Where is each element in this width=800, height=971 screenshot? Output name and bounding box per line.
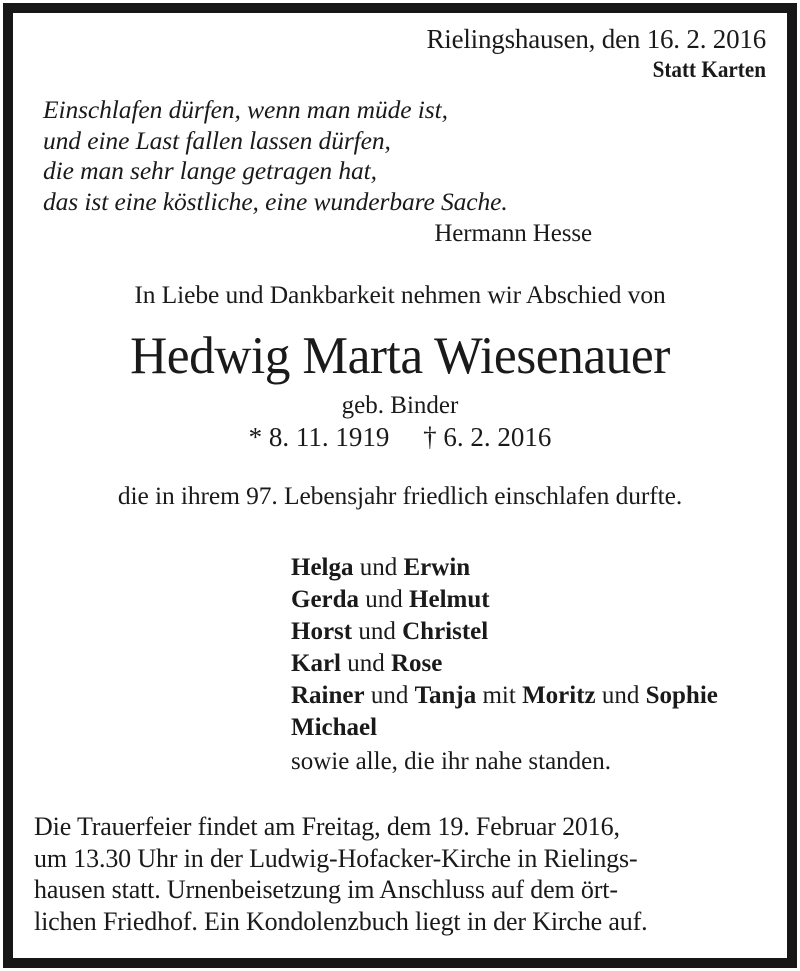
poem-author: Hermann Hesse (434, 220, 592, 247)
survivor-row (291, 552, 766, 584)
survivor-name: Michael (291, 714, 378, 741)
poem-line: das ist eine köstliche, eine wunderbare Sache. (43, 186, 508, 216)
survivor-name: Karl (291, 650, 341, 677)
poem-line: Einschlafen dürfen, wenn man müde ist, (43, 95, 448, 124)
survivor-row (291, 584, 766, 616)
statt-karten-label: Statt Karten (652, 57, 766, 82)
age-line: die in ihrem 97. Lebensjahr friedlich einschlafen durfte. (117, 481, 683, 510)
survivor-row (291, 616, 766, 648)
survivor-name: Rainer (291, 682, 365, 709)
survivor-connector: und (353, 554, 404, 581)
survivor-connector: und (341, 650, 391, 677)
survivor-connector: und (359, 586, 410, 613)
survivor-connector: und (352, 618, 403, 645)
survivor-connector: und (595, 682, 646, 709)
deceased-name: Hedwig Marta Wiesenauer (130, 327, 670, 385)
poem-line: und eine Last fallen lassen dürfen, (43, 125, 391, 155)
maiden-name: geb. Binder (341, 392, 459, 419)
memorial-poem (34, 95, 766, 249)
detail-line: Die Trauerfeier findet am Freitag, dem 19. Februar 2016, (34, 812, 620, 841)
survivors-closing-line: sowie alle, die ihr nahe standen. (291, 748, 612, 775)
survivor-name: Sophie (645, 682, 718, 709)
survivor-name: Gerda (291, 586, 360, 613)
survivor-connector: und (364, 682, 415, 709)
survivor-name: Helmut (409, 586, 490, 613)
detail-line: hausen statt. Urnenbeisetzung im Anschluss auf dem ört- (34, 875, 618, 904)
survivor-row (291, 648, 766, 680)
survivor-row (291, 712, 766, 744)
survivors-list (34, 552, 766, 778)
survivor-connector: mit (476, 682, 523, 709)
funeral-details (34, 811, 766, 937)
survivor-name: Tanja (414, 682, 477, 709)
survivor-rows (291, 552, 766, 744)
survivor-name: Helga (291, 554, 354, 581)
obituary-notice (3, 3, 797, 968)
notice-inner (13, 13, 787, 958)
survivor-row (291, 680, 766, 712)
life-dates: * 8. 11. 1919 † 6. 2. 2016 (248, 422, 552, 452)
notice-header (34, 13, 766, 83)
survivor-name: Erwin (403, 554, 471, 581)
survivor-name: Christel (402, 618, 489, 645)
detail-lines (34, 811, 766, 937)
detail-line: um 13.30 Uhr in der Ludwig-Hofacker-Kirche in Rielings- (34, 843, 638, 873)
survivor-name: Moritz (522, 682, 596, 709)
place-and-date: Rielingshausen, den 16. 2. 2016 (426, 24, 766, 54)
farewell-line: In Liebe und Dankbarkeit nehmen wir Abschied von (134, 280, 666, 309)
detail-line: lichen Friedhof. Ein Kondolenzbuch liegt in der Kirche auf. (34, 906, 648, 936)
survivor-name: Rose (391, 650, 443, 677)
poem-lines (43, 95, 766, 217)
survivor-name: Horst (291, 618, 353, 645)
poem-line: die man sehr lange getragen hat, (43, 156, 377, 185)
